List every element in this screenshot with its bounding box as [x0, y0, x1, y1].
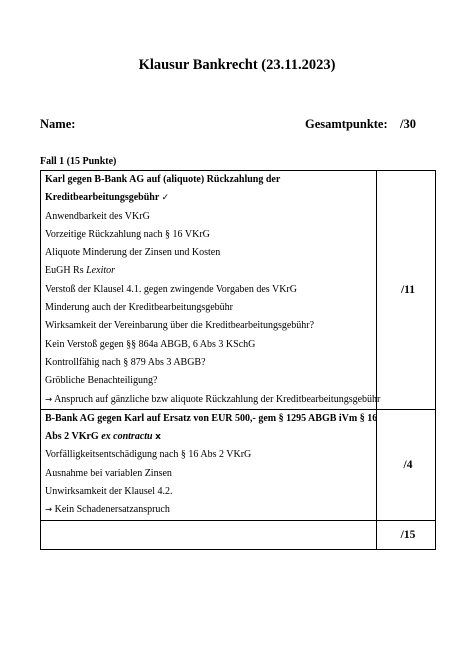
- section-2-points: /4: [377, 409, 436, 520]
- section-1-points: /11: [377, 171, 436, 410]
- list-item: Kein Verstoß gegen §§ 864a ABGB, 6 Abs 3 KSchG: [45, 338, 256, 350]
- section-1-row: [41, 171, 436, 410]
- cross-icon: x: [155, 432, 161, 443]
- list-item: Anwendbarkeit des VKrG: [45, 210, 150, 222]
- total-points-label: Gesamtpunkte:: [305, 117, 388, 131]
- arrow-right-icon: →: [45, 505, 53, 516]
- name-label: Name:: [40, 117, 76, 131]
- total-row-empty: [41, 520, 377, 549]
- list-item: Gröbliche Benachteiligung?: [45, 375, 158, 387]
- list-item: Verstoß der Klausel 4.1. gegen zwingende Vorgaben des VKrG: [45, 283, 297, 295]
- conclusion-text: Anspruch auf gänzliche bzw aliquote Rückzahlung der Kreditbearbeitungsgebühr: [54, 393, 381, 405]
- case-total-points: /15: [377, 520, 436, 549]
- grading-table: [40, 170, 436, 550]
- eugh-prefix: EuGH Rs: [45, 265, 84, 277]
- page-title: Klausur Bankrecht (23.11.2023): [138, 57, 336, 73]
- arrow-right-icon: →: [45, 394, 53, 405]
- section-2-title-line2: [45, 428, 372, 446]
- list-item: Minderung auch der Kreditbearbeitungsgebühr: [45, 302, 233, 314]
- total-row: [41, 520, 436, 549]
- section-1-content: [41, 171, 381, 410]
- list-item: Aliquote Minderung der Zinsen und Kosten: [45, 247, 221, 259]
- list-item: Vorzeitige Rückzahlung nach § 16 VKrG: [45, 228, 210, 240]
- section-2-conclusion: [45, 501, 372, 519]
- section-2-title-prefix: Abs 2 VKrG: [45, 431, 99, 443]
- checkmark-icon: ✓: [161, 193, 170, 204]
- list-item: Kontrollfähig nach § 879 Abs 3 ABGB?: [45, 356, 206, 368]
- case-heading: Fall 1 (15 Punkte): [40, 156, 117, 167]
- section-1-title-text: Kreditbearbeitungsgebühr: [45, 192, 160, 204]
- list-item-eugh: [45, 262, 372, 280]
- conclusion-text: Kein Schadenersatzanspruch: [54, 504, 170, 516]
- section-2-title-line1: B-Bank AG gegen Karl auf Ersatz von EUR 500,- gem § 1295 ABGB iVm § 16: [45, 412, 378, 424]
- section-2-content: [41, 409, 377, 520]
- section-1-conclusion: [45, 391, 381, 409]
- section-2-title-italic: ex contractu: [101, 431, 153, 443]
- list-item: Vorfälligkeitsentschädigung nach § 16 Abs 2 VKrG: [45, 449, 252, 461]
- section-2-row: [41, 409, 436, 520]
- total-points-max: /30: [400, 117, 416, 131]
- section-1-title-line1: Karl gegen B-Bank AG auf (aliquote) Rückzahlung der: [45, 174, 281, 185]
- list-item: Unwirksamkeit der Klausel 4.2.: [45, 486, 173, 498]
- section-1-title-line2: [45, 189, 372, 207]
- list-item: Ausnahme bei variablen Zinsen: [45, 467, 172, 479]
- eugh-case: Lexitor: [86, 265, 116, 277]
- list-item: Wirksamkeit der Vereinbarung über die Kreditbearbeitungsgebühr?: [45, 320, 315, 332]
